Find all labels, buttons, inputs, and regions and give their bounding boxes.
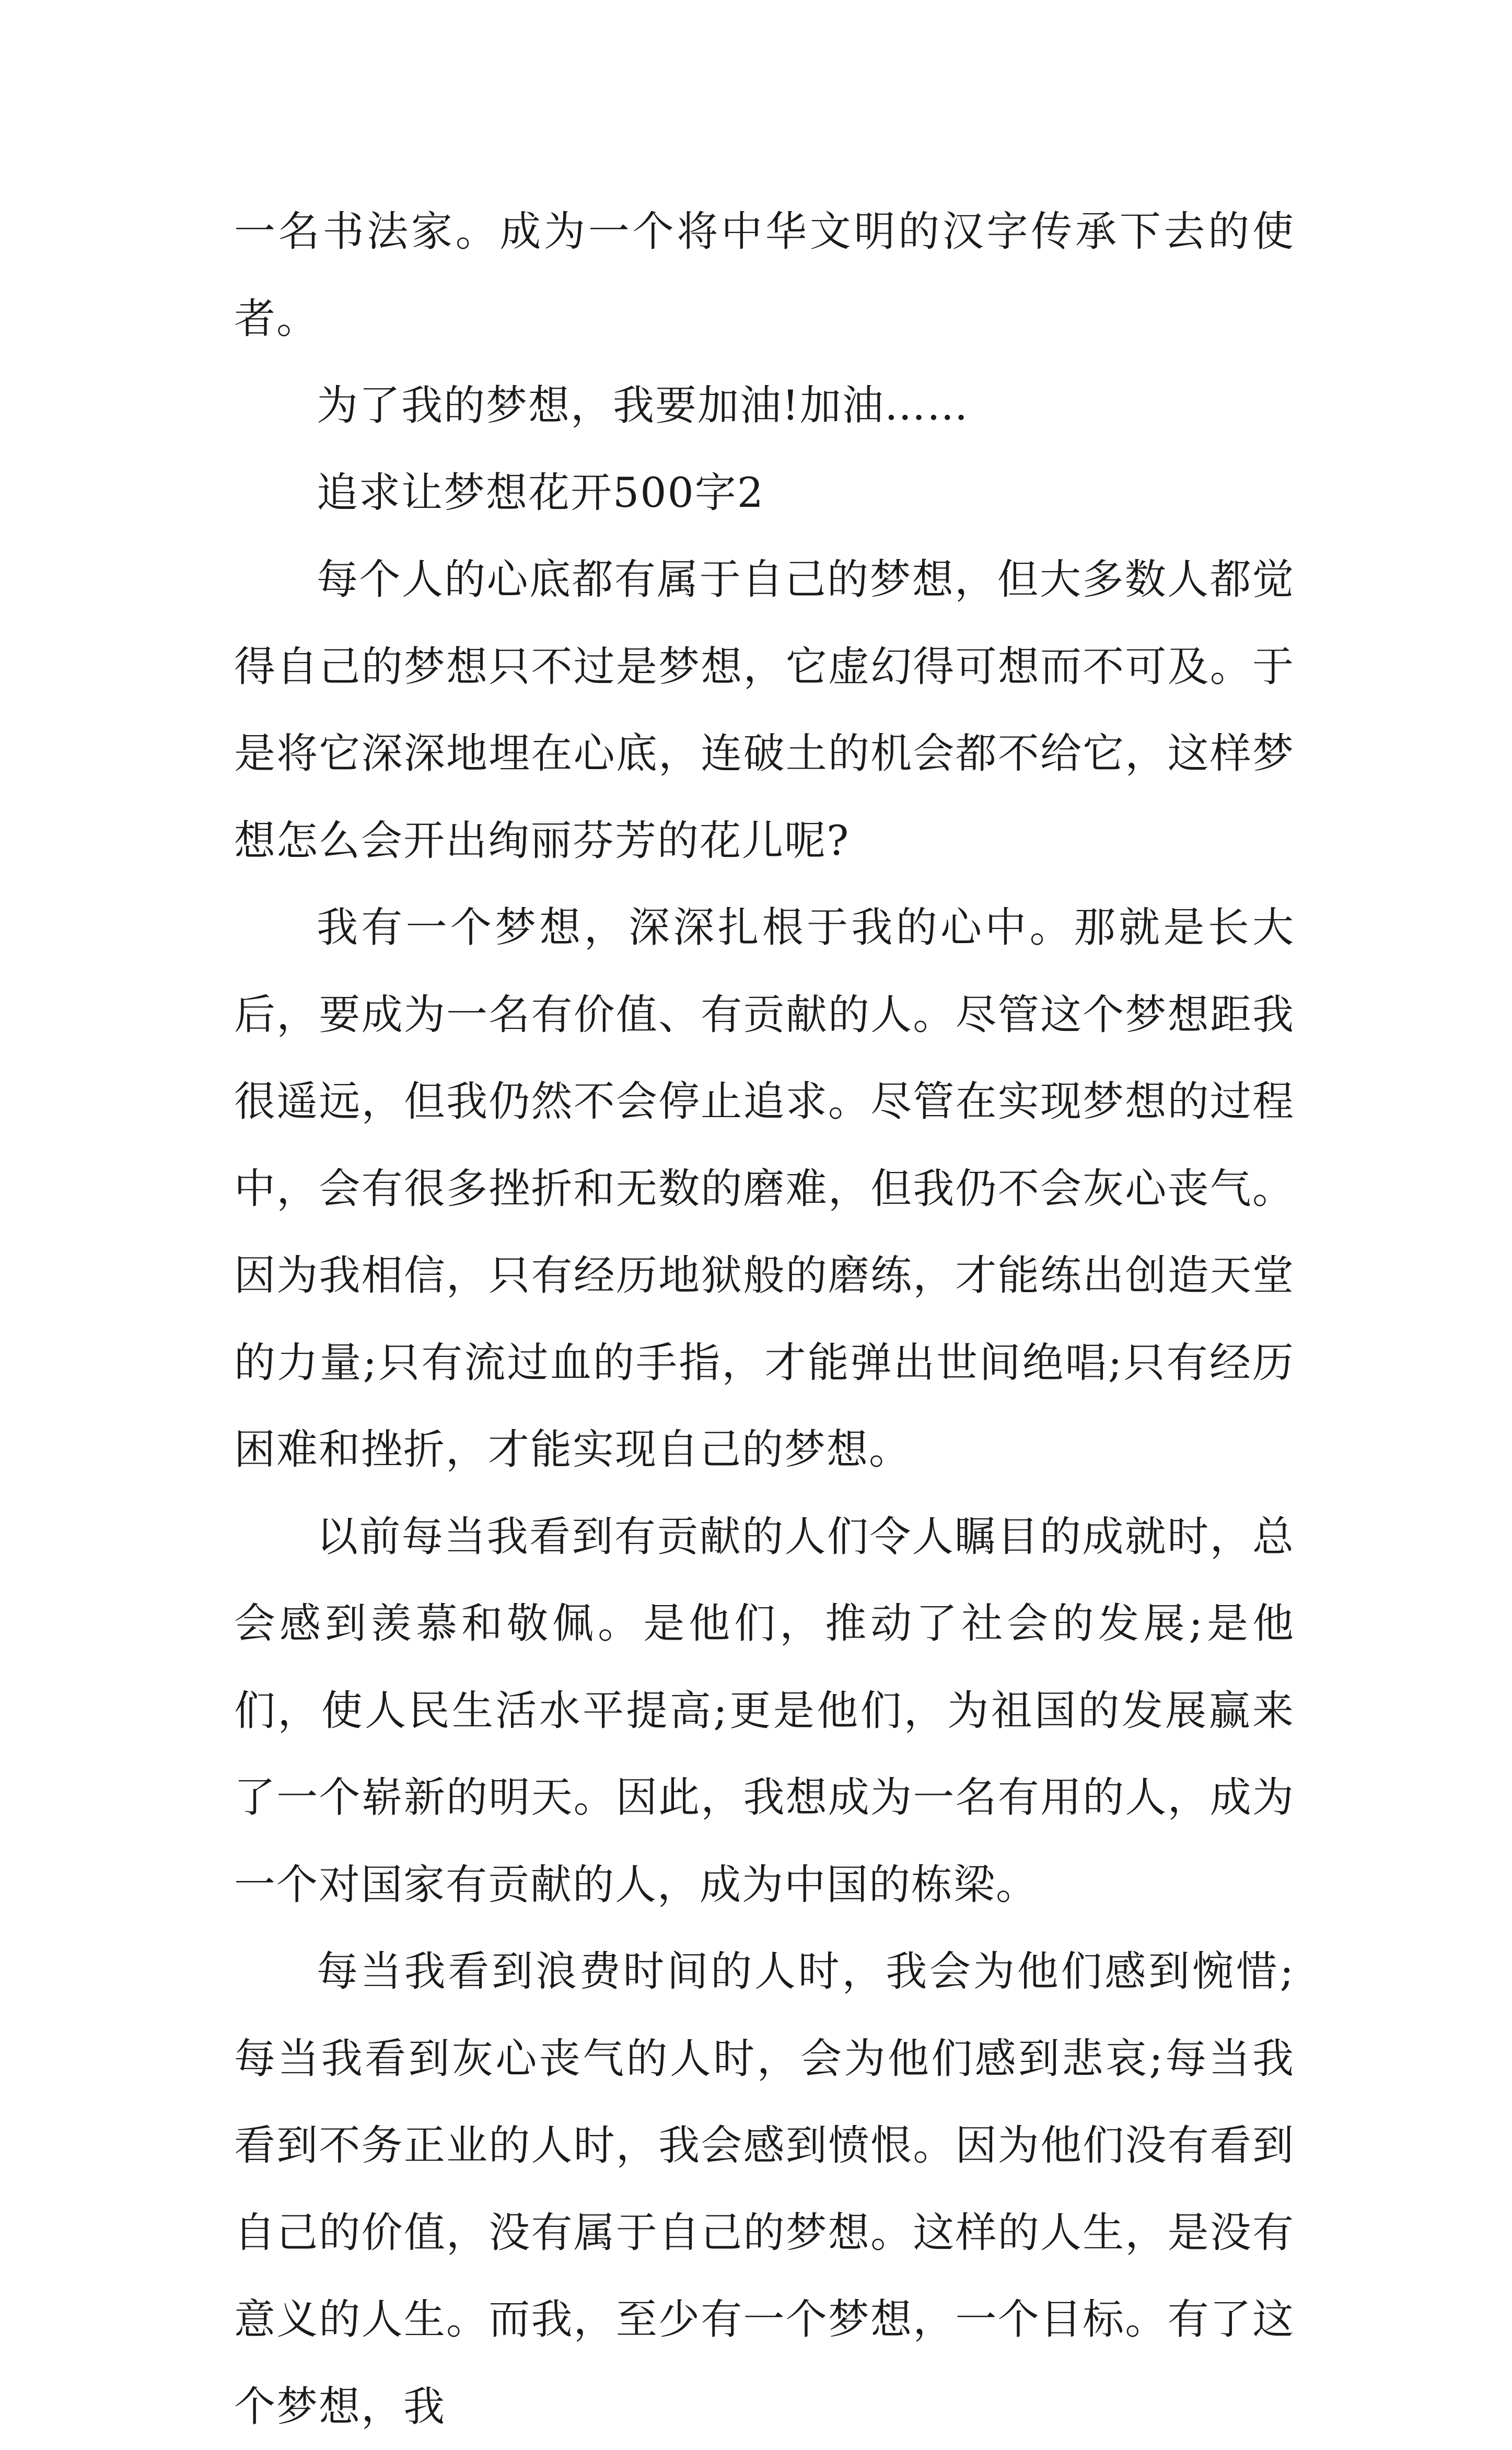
paragraph: 以前每当我看到有贡献的人们令人瞩目的成就时，总会感到羡慕和敬佩。是他们，推动了社会的发展;是他们，使人民生活水平提高;更是他们，为祖国的发展赢来了一个崭新的明天。因此，我想成为一名有用的人，成为一个对国家有贡献的人，成为中国的栋梁。: [234, 1512, 1295, 1909]
paragraph: 我有一个梦想，深深扎根于我的心中。那就是长大后，要成为一名有价值、有贡献的人。尽管这个梦想距我很遥远，但我仍然不会停止追求。尽管在实现梦想的过程中，会有很多挫折和无数的磨难，但我仍不会灰心丧气。因为我相信，只有经历地狱般的磨练，才能练出创造天堂的力量;只有流过血的手指，才能弹出世间绝唱;只有经历困难和挫折，才能实现自己的梦想。: [234, 903, 1295, 1473]
paragraph: 每当我看到浪费时间的人时，我会为他们感到惋惜;每当我看到灰心丧气的人时，会为他们感到悲哀;每当我看到不务正业的人时，我会感到愤恨。因为他们没有看到自己的价值，没有属于自己的梦想。这样的人生，是没有意义的人生。而我，至少有一个梦想，一个目标。有了这个梦想，我: [234, 1947, 1295, 2431]
paragraph-cheer: 为了我的梦想，我要加油!加油……: [317, 381, 969, 429]
paragraph: 每个人的心底都有属于自己的梦想，但大多数人都觉得自己的梦想只不过是梦想，它虚幻得可想而不可及。于是将它深深地埋在心底，连破土的机会都不给它，这样梦想怎么会开出绚丽芬芳的花儿呢?: [234, 555, 1295, 865]
document-body: [234, 188, 1295, 2450]
paragraph-continuation: 一名书法家。成为一个将中华文明的汉字传承下去的使者。: [234, 207, 1295, 343]
essay-title: 追求让梦想花开500字2: [317, 468, 765, 517]
